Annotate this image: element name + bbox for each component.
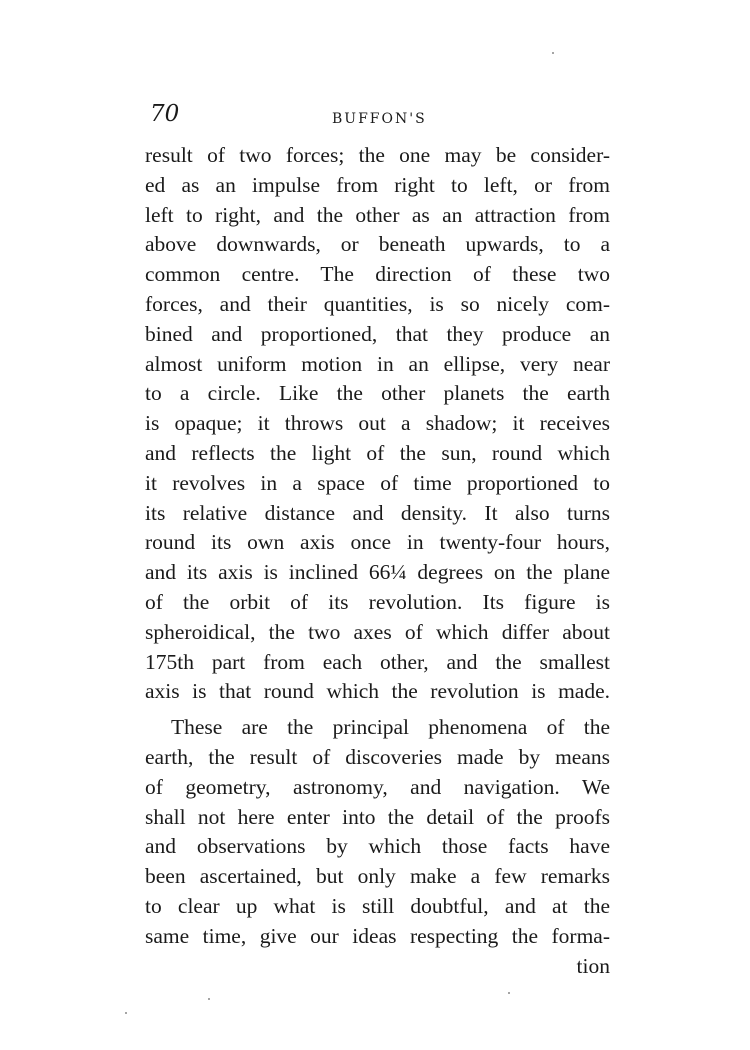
text-line: 175th part from each other, and the smallest bbox=[145, 649, 610, 674]
page-number: 70 bbox=[150, 101, 180, 127]
running-head: BUFFON'S bbox=[332, 111, 427, 127]
paper-speck bbox=[552, 52, 554, 54]
text-line: and its axis is inclined 66¼ degrees on the plane bbox=[145, 560, 610, 585]
text-line: and observations by which those facts have bbox=[145, 834, 610, 859]
catchword: tion bbox=[576, 953, 610, 978]
paper-speck bbox=[125, 1012, 127, 1014]
text-line: to a circle. Like the other planets the earth bbox=[145, 381, 610, 406]
text-line: result of two forces; the one may be consider- bbox=[145, 143, 610, 167]
text-line: shall not here enter into the detail of the proofs bbox=[145, 804, 610, 829]
text-line: same time, give our ideas respecting the forma- bbox=[145, 923, 610, 948]
text-line: it revolves in a space of time proportioned to bbox=[145, 470, 610, 495]
text-line: and reflects the light of the sun, round which bbox=[145, 440, 610, 465]
text-line: of the orbit of its revolution. Its figure is bbox=[145, 589, 610, 614]
text-line: bined and proportioned, that they produce an bbox=[145, 321, 610, 346]
text-line: earth, the result of discoveries made by means bbox=[145, 744, 610, 769]
paper-speck bbox=[508, 992, 510, 994]
text-line: left to right, and the other as an attraction from bbox=[145, 202, 610, 227]
paper-speck bbox=[208, 998, 210, 1000]
text-line: round its own axis once in twenty-four hours, bbox=[145, 530, 610, 555]
body-text bbox=[145, 141, 610, 981]
text-line: almost uniform motion in an ellipse, very near bbox=[145, 351, 610, 376]
text-line: axis is that round which the revolution is made. bbox=[145, 679, 610, 704]
text-line: ed as an impulse from right to left, or from bbox=[145, 172, 610, 197]
text-line: forces, and their quantities, is so nicely com- bbox=[145, 291, 610, 316]
text-line: These are the principal phenomena of the bbox=[171, 715, 610, 740]
text-line: to clear up what is still doubtful, and at the bbox=[145, 893, 610, 918]
text-line: spheroidical, the two axes of which differ about bbox=[145, 619, 610, 644]
paragraph-2 bbox=[145, 713, 610, 981]
text-line: been ascertained, but only make a few remarks bbox=[145, 864, 610, 889]
text-line: is opaque; it throws out a shadow; it receives bbox=[145, 411, 610, 436]
text-line: its relative distance and density. It also turns bbox=[145, 500, 610, 525]
paragraph-1 bbox=[145, 141, 610, 707]
text-line: of geometry, astronomy, and navigation. We bbox=[145, 774, 610, 799]
text-line: common centre. The direction of these two bbox=[145, 262, 610, 287]
text-line: above downwards, or beneath upwards, to a bbox=[145, 232, 610, 257]
